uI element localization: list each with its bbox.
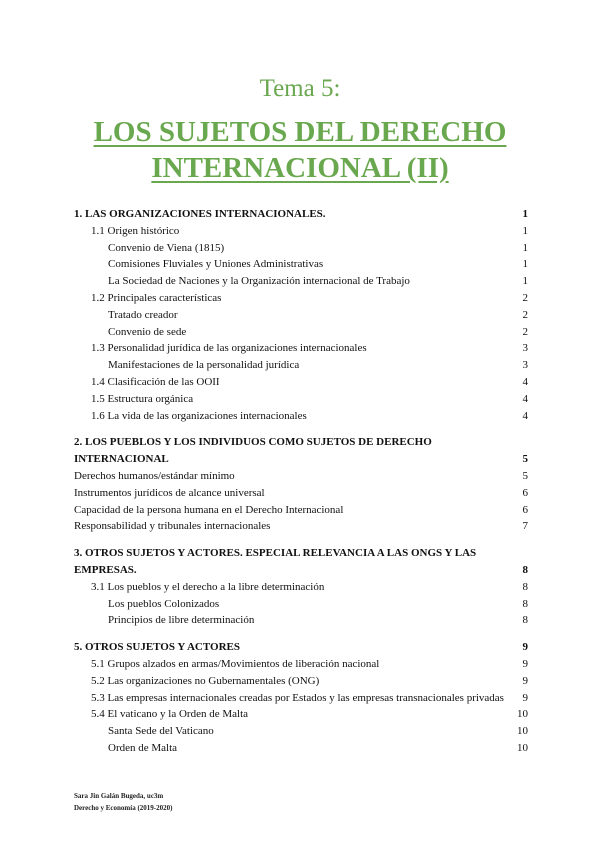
title-line-1: LOS SUJETOS DEL DERECHO <box>93 116 507 148</box>
title-block <box>0 74 600 186</box>
page-number: 3 <box>522 359 528 372</box>
toc-entry-1-1[interactable]: 1.1 Origen histórico 1 <box>74 223 528 240</box>
toc-entry-5-2[interactable]: 5.2 Las organizaciones no Gubernamentales (ONG) 9 <box>74 673 528 690</box>
toc-entry-1-1-a[interactable]: Convenio de Viena (1815) 1 <box>74 240 528 257</box>
toc-entry-1-1-c[interactable]: La Sociedad de Naciones y la Organización internacional de Trabajo 1 <box>74 273 528 290</box>
table-of-contents <box>74 206 528 757</box>
toc-section-2[interactable]: 2. LOS PUEBLOS Y LOS INDIVIDUOS COMO SUJETOS DE DERECHO INTERNACIONAL 5 <box>74 434 528 468</box>
toc-entry-1-2-b[interactable]: Convenio de sede 2 <box>74 324 528 341</box>
page-number: 5 <box>522 469 528 482</box>
page-number: 8 <box>522 580 528 593</box>
page-number: 2 <box>522 291 528 304</box>
toc-entry-5-4[interactable]: 5.4 El vaticano y la Orden de Malta 10 <box>74 706 528 723</box>
toc-entry-1-1-b[interactable]: Comisiones Fluviales y Uniones Administrativas 1 <box>74 256 528 273</box>
document-title <box>0 114 600 186</box>
toc-entry-2-a[interactable]: Derechos humanos/estándar mínimo 5 <box>74 468 528 485</box>
toc-entry-1-6[interactable]: 1.6 La vida de las organizaciones internacionales 4 <box>74 408 528 425</box>
page-number: 9 <box>522 641 528 654</box>
toc-entry-5-4-b[interactable]: Orden de Malta 10 <box>74 740 528 757</box>
toc-entry-3-1-a[interactable]: Los pueblos Colonizados 8 <box>74 596 528 613</box>
toc-entry-1-3[interactable]: 1.3 Personalidad jurídica de las organizaciones internacionales 3 <box>74 340 528 357</box>
page-number: 8 <box>522 597 528 610</box>
footer-course: Derecho y Economía (2019-2020) <box>74 804 173 812</box>
toc-entry-1-3-a[interactable]: Manifestaciones de la personalidad jurídica 3 <box>74 357 528 374</box>
toc-entry-2-d[interactable]: Responsabilidad y tribunales internacionales 7 <box>74 518 528 535</box>
toc-entry-5-4-a[interactable]: Santa Sede del Vaticano 10 <box>74 723 528 740</box>
page-number: 8 <box>522 563 528 576</box>
section-gap <box>74 535 528 545</box>
toc-entry-1-5[interactable]: 1.5 Estructura orgánica 4 <box>74 391 528 408</box>
page-number: 4 <box>522 375 528 388</box>
page-number: 9 <box>522 674 528 687</box>
toc-entry-3-1-b[interactable]: Principios de libre determinación 8 <box>74 612 528 629</box>
section-gap <box>74 629 528 639</box>
toc-entry-5-1[interactable]: 5.1 Grupos alzados en armas/Movimientos de liberación nacional 9 <box>74 656 528 673</box>
page-number: 4 <box>522 409 528 422</box>
topic-number: Tema 5: <box>259 75 341 102</box>
page-number: 2 <box>522 308 528 321</box>
toc-entry-3-1[interactable]: 3.1 Los pueblos y el derecho a la libre determinación 8 <box>74 579 528 596</box>
toc-entry-1-2-a[interactable]: Tratado creador 2 <box>74 307 528 324</box>
toc-entry-1-2[interactable]: 1.2 Principales características 2 <box>74 290 528 307</box>
page-number: 1 <box>522 275 528 288</box>
page-number: 6 <box>522 486 528 499</box>
page-number: 1 <box>522 208 528 220</box>
toc-section-1[interactable]: 1. LAS ORGANIZACIONES INTERNACIONALES. 1 <box>74 206 528 223</box>
toc-section-3[interactable]: 3. OTROS SUJETOS Y ACTORES. ESPECIAL RELEVANCIA A LAS ONGS Y LAS EMPRESAS. 8 <box>74 545 528 579</box>
footer-author: Sara Jin Galán Bugeda, uc3m <box>74 792 164 800</box>
page-number: 10 <box>517 725 528 738</box>
toc-entry-2-c[interactable]: Capacidad de la persona humana en el Derecho Internacional 6 <box>74 502 528 519</box>
page-number: 9 <box>522 657 528 670</box>
title-line-2: INTERNACIONAL (II) <box>151 152 449 184</box>
toc-entry-5-3[interactable]: 5.3 Las empresas internacionales creadas por Estados y las empresas transnacionales privadas 9 <box>74 690 528 707</box>
page-number: 7 <box>522 520 528 533</box>
page-number: 6 <box>522 503 528 516</box>
page-number: 1 <box>522 241 528 254</box>
page-number: 5 <box>522 453 528 466</box>
page-number: 9 <box>522 691 528 704</box>
page-number: 1 <box>522 258 528 271</box>
page-number: 3 <box>522 342 528 355</box>
toc-entry-1-4[interactable]: 1.4 Clasificación de las OOII 4 <box>74 374 528 391</box>
section-gap <box>74 424 528 434</box>
page-number: 8 <box>522 614 528 627</box>
page-footer <box>74 790 172 814</box>
page-number: 4 <box>522 392 528 405</box>
page-number: 10 <box>517 708 528 721</box>
page-number: 10 <box>517 741 528 754</box>
page-number: 1 <box>522 224 528 237</box>
page-number: 2 <box>522 325 528 338</box>
toc-section-5[interactable]: 5. OTROS SUJETOS Y ACTORES 9 <box>74 639 528 656</box>
toc-entry-2-b[interactable]: Instrumentos jurídicos de alcance universal 6 <box>74 485 528 502</box>
